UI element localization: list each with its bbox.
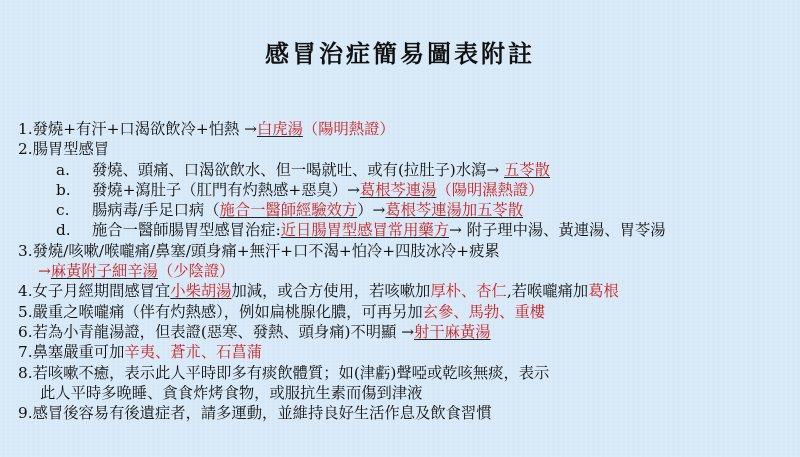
note-item-2c	[18, 200, 794, 220]
note-2c-text: 腸病毒/手足口病（	[92, 201, 220, 220]
note-3-text: 3.發燒/咳嗽/喉嚨痛/鼻塞/頭身痛+無汗+口不渴+怕冷+四肢冰冷+疲累	[18, 241, 500, 260]
note-2b-text: 發燒+瀉肚子（肛門有灼熱感+惡臭）→	[92, 180, 360, 199]
note-3-formula: 麻黃附子細辛湯	[50, 262, 158, 281]
note-2c-source: 施合一醫師經驗效方	[219, 201, 358, 220]
note-7-text: 7.鼻塞嚴重可加	[18, 343, 125, 362]
note-8-text: 8.若咳嗽不癒，表示此人平時即多有痰飲體質；如(津虧)聲啞或乾咳無痰，表示	[18, 363, 550, 382]
note-2d-highlight: 近日腸胃型感冒常用藥方	[280, 221, 449, 240]
note-8-text-2: 此人平時多晚睡、貪食炸烤食物，或服抗生素而傷到津液	[40, 383, 423, 402]
sub-letter-b: b.	[56, 180, 71, 199]
note-item-6	[18, 322, 794, 342]
note-2-heading: 2.腸胃型感冒	[18, 140, 110, 159]
note-4-herbs: 厚朴、杏仁	[430, 282, 507, 301]
note-5-herbs: 玄參、馬勃、重樓	[422, 302, 546, 321]
note-3-arrow: →	[38, 262, 51, 281]
sub-letter-a: a.	[56, 160, 70, 179]
note-4-formula: 小柴胡湯	[170, 282, 232, 301]
note-item-2b	[18, 180, 794, 200]
note-item-7	[18, 342, 794, 362]
note-2d-formulas: → 附子理中湯、黃連湯、胃苓湯	[449, 221, 666, 240]
note-item-2a	[18, 160, 794, 180]
note-2b-syndrome: （陽明濕熱證）	[436, 180, 544, 199]
notes-list	[18, 119, 794, 423]
note-2d-text: 施合一醫師腸胃型感冒治症:	[92, 221, 281, 240]
note-item-1	[18, 119, 794, 139]
note-2a-formula: 五苓散	[504, 160, 550, 179]
note-2a-text: 發燒、頭痛、口渴欲飲水、但一喝就吐、或有(拉肚子)水瀉→	[92, 160, 505, 179]
note-item-5	[18, 302, 794, 322]
note-4-text-2: 加減，或合方使用，若咳嗽加	[231, 282, 431, 301]
note-3-syndrome: （少陰證）	[157, 262, 235, 281]
sub-letter-d: d.	[56, 221, 71, 240]
sub-letter-c: c.	[56, 201, 70, 220]
note-4-text-3: ,若喉嚨痛加	[506, 282, 589, 301]
note-item-9	[18, 403, 794, 423]
note-2b-formula: 葛根芩連湯	[359, 180, 437, 199]
note-4-text: 4.女子月經期間感冒宜	[18, 282, 171, 301]
note-6-formula: 射干麻黃湯	[414, 322, 491, 341]
note-2c-arrow: ）→	[357, 201, 386, 220]
note-item-3-cont	[18, 261, 794, 281]
note-1-formula: 白虎湯	[257, 120, 303, 138]
note-6-text: 6.若為小青龍湯證，但表證(惡寒、發熱、頭身痛)不明顯 →	[18, 322, 415, 341]
note-item-3	[18, 241, 794, 261]
note-1-text: 1.發燒+有汗+口渴欲飲冷+怕熱 →	[18, 120, 257, 138]
note-item-8	[18, 363, 794, 383]
note-7-herbs: 辛夷、蒼朮、石菖蒲	[124, 343, 263, 362]
note-item-2d	[18, 220, 794, 240]
note-item-4	[18, 281, 794, 301]
note-2c-formula: 葛根芩連湯加五苓散	[385, 201, 524, 220]
page-title: 感冒治症簡易圖表附註	[265, 39, 535, 68]
note-1-syndrome: （陽明熱證）	[302, 120, 395, 138]
note-item-2	[18, 139, 794, 159]
note-9-text: 9.感冒後容易有後遺症者，請多運動，並維持良好生活作息及飲食習慣	[18, 404, 492, 423]
note-4-herb-2: 葛根	[588, 282, 619, 301]
note-item-8-cont	[18, 383, 794, 403]
note-5-text: 5.嚴重之喉嚨痛（伴有灼熱感），例如扁桃腺化膿，可再另加	[18, 302, 423, 321]
